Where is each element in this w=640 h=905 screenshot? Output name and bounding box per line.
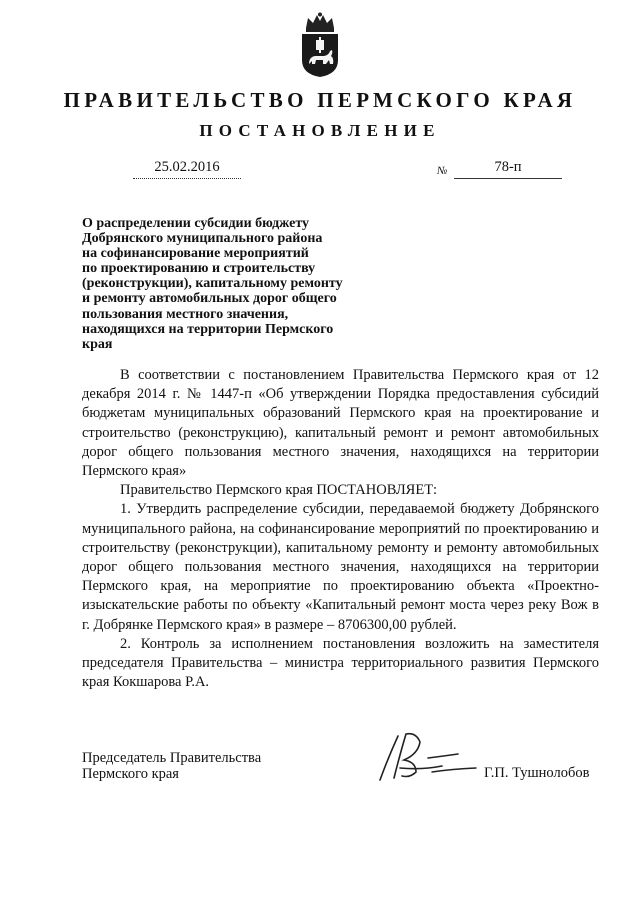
- org-title: ПРАВИТЕЛЬСТВО ПЕРМСКОГО КРАЯ: [63, 88, 577, 112]
- document-number: 78-п: [454, 159, 562, 179]
- body-paragraph-item-1: 1. Утвердить распределение субсидии, передаваемой бюджету Добрянского муниципального района, на софинансирование мероприятий по проектированию и строительству (реконструкции), капитальному ремонту и ремонту автомобильных дорог общего пользования местного значения, находящихся на территории Пермского края, на мероприятие по проектированию объекта «Проектно-изыскательские работы по объекту «Капитальный ремонт моста через реку Вож в г. Добрянке Пермского края» в размере – 8706300,00 рублей.: [82, 501, 599, 633]
- subject-line: и ремонту автомобильных дорог общего: [82, 291, 337, 307]
- subject-line: (реконструкции), капитальному ремонту: [82, 276, 343, 292]
- handwritten-signature: [372, 728, 484, 786]
- signatory-position-line: Председатель Правительства: [82, 750, 262, 766]
- signatory-position-line: Пермского края: [82, 766, 179, 782]
- body-paragraph-resolves: Правительство Пермского края ПОСТАНОВЛЯЕТ:: [120, 482, 438, 499]
- body-paragraph-item-2: 2. Контроль за исполнением постановления возложить на заместителя председателя Правительства – министра территориального развития Пермского края Кокшарова Р.А.: [82, 635, 599, 691]
- subject-line: края: [82, 336, 113, 352]
- signatory-name: Г.П. Тушнолобов: [484, 765, 590, 781]
- doc-type-title: ПОСТАНОВЛЕНИЕ: [199, 121, 441, 140]
- subject-line: пользования местного значения,: [82, 306, 289, 322]
- number-label: №: [437, 165, 448, 177]
- subject-line: О распределении субсидии бюджету: [82, 216, 310, 231]
- subject-line: находящихся на территории Пермского: [82, 321, 334, 337]
- signatory-position: [82, 750, 261, 782]
- body-paragraph-preamble: В соответствии с постановлением Правительства Пермского края от 12 декабря 2014 г. № 1447-п «Об утверждении Порядка предоставления субсидий бюджетам муниципальных образований Пермского края на проектирование и строительство (реконструкцию), капитальный ремонт и ремонт автомобильных дорог общего пользования местного значения, находящихся на территории Пермского края»: [82, 367, 599, 480]
- document-body: [82, 366, 599, 692]
- document-subject: [82, 216, 382, 352]
- subject-line: на софинансирование мероприятий: [82, 246, 309, 262]
- perm-krai-coat-of-arms-icon: [296, 12, 344, 78]
- subject-line: по проектированию и строительству: [82, 261, 316, 277]
- subject-line: Добрянского муниципального района: [82, 231, 323, 247]
- document-date: 25.02.2016: [133, 159, 241, 179]
